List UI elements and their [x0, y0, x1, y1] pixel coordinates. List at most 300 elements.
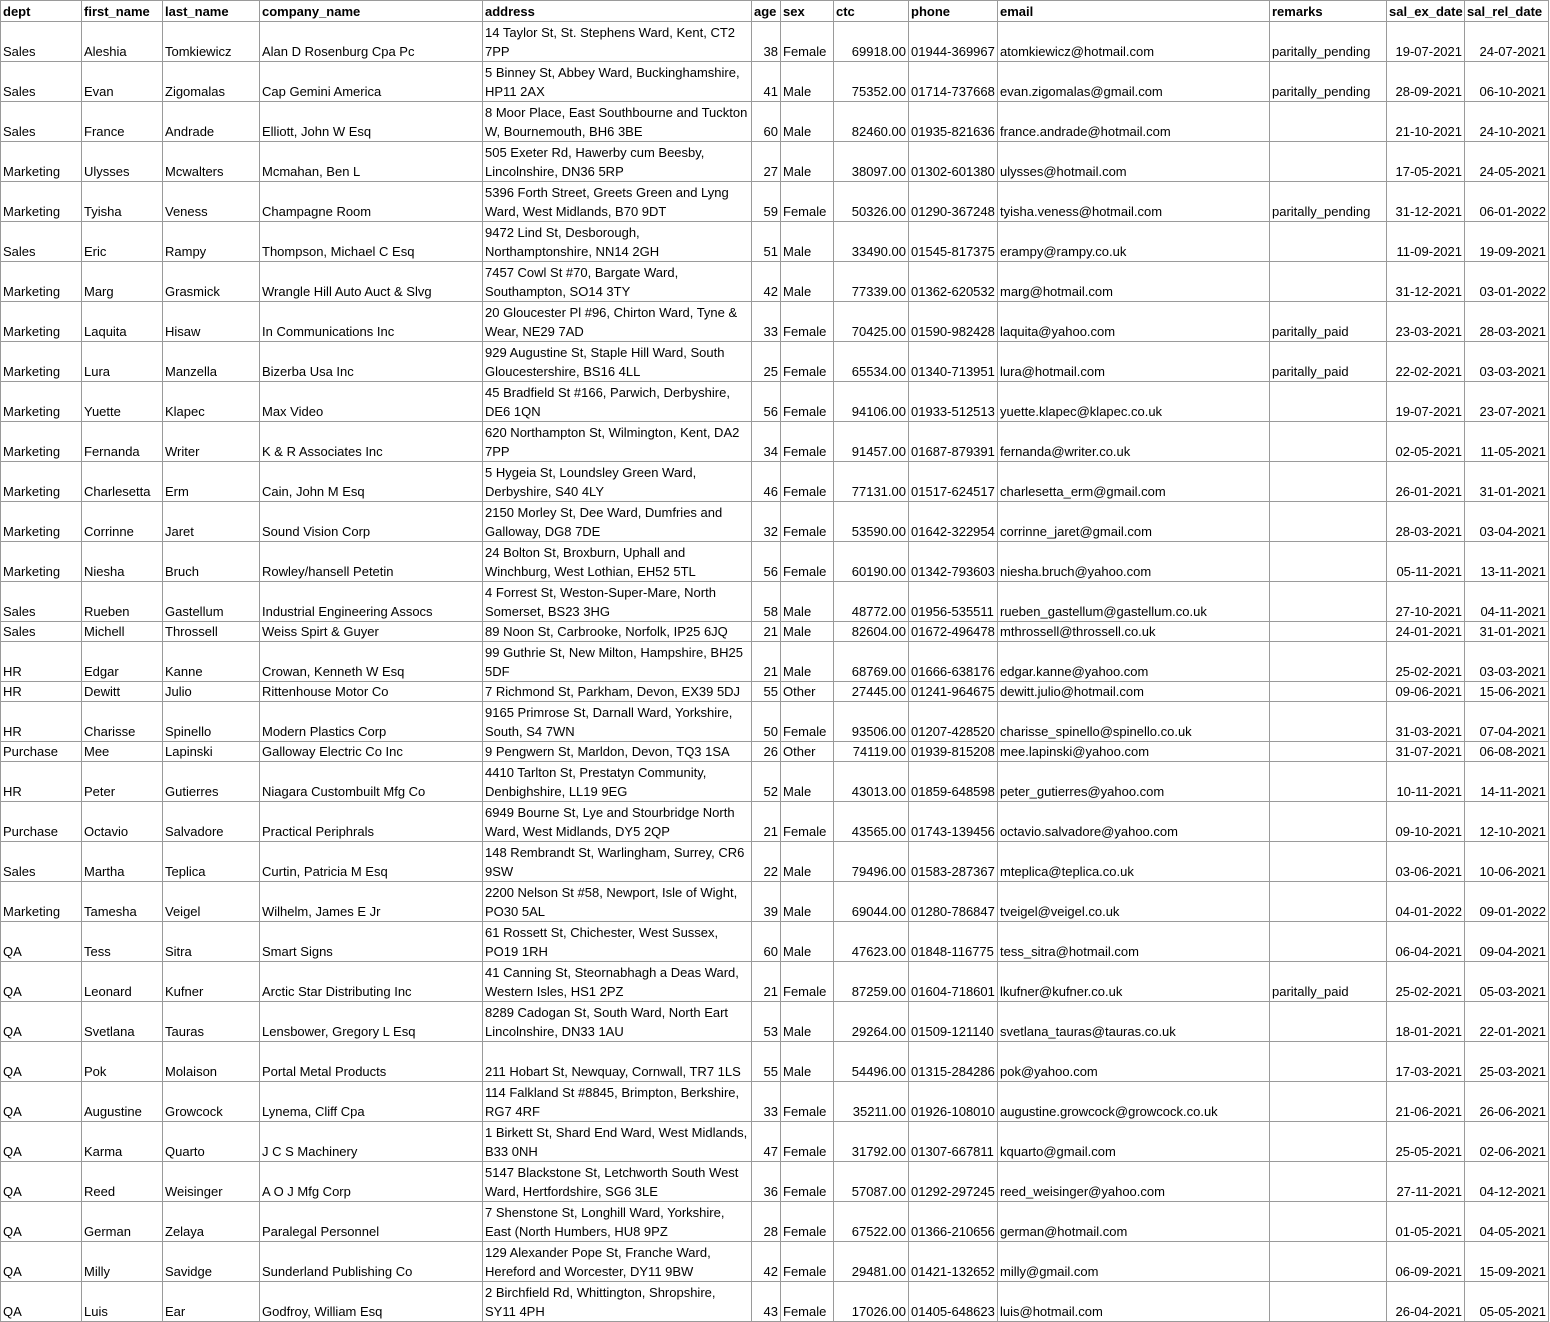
cell-email[interactable]: kquarto@gmail.com	[998, 1122, 1270, 1162]
cell-email[interactable]: charlesetta_erm@gmail.com	[998, 462, 1270, 502]
cell-remarks[interactable]	[1270, 742, 1387, 762]
cell-dept[interactable]: Sales	[1, 62, 82, 102]
col-header-remarks[interactable]: remarks	[1270, 1, 1387, 22]
cell-last-name[interactable]: Veness	[163, 182, 260, 222]
cell-address[interactable]: 505 Exeter Rd, Hawerby cum Beesby, Lincolnshire, DN36 5RP	[483, 142, 752, 182]
cell-email[interactable]: charisse_spinello@spinello.co.uk	[998, 702, 1270, 742]
cell-remarks[interactable]	[1270, 802, 1387, 842]
cell-sal-rel-date[interactable]: 03-01-2022	[1465, 262, 1549, 302]
cell-address[interactable]: 5 Binney St, Abbey Ward, Buckinghamshire, HP11 2AX	[483, 62, 752, 102]
cell-ctc[interactable]: 31792.00	[834, 1122, 909, 1162]
cell-dept[interactable]: Sales	[1, 222, 82, 262]
cell-company-name[interactable]: Wilhelm, James E Jr	[260, 882, 483, 922]
cell-sex[interactable]: Female	[781, 1202, 834, 1242]
cell-ctc[interactable]: 43013.00	[834, 762, 909, 802]
cell-age[interactable]: 43	[752, 1282, 781, 1322]
cell-sal-rel-date[interactable]: 09-04-2021	[1465, 922, 1549, 962]
cell-sex[interactable]: Male	[781, 922, 834, 962]
cell-ctc[interactable]: 29264.00	[834, 1002, 909, 1042]
col-header-last-name[interactable]: last_name	[163, 1, 260, 22]
cell-dept[interactable]: Sales	[1, 22, 82, 62]
col-header-email[interactable]: email	[998, 1, 1270, 22]
cell-remarks[interactable]: paritally_paid	[1270, 962, 1387, 1002]
cell-sal-ex-date[interactable]: 28-03-2021	[1387, 502, 1465, 542]
col-header-phone[interactable]: phone	[909, 1, 998, 22]
cell-email[interactable]: augustine.growcock@growcock.co.uk	[998, 1082, 1270, 1122]
cell-sex[interactable]: Male	[781, 1042, 834, 1082]
cell-email[interactable]: octavio.salvadore@yahoo.com	[998, 802, 1270, 842]
cell-phone[interactable]: 01280-786847	[909, 882, 998, 922]
cell-company-name[interactable]: K & R Associates Inc	[260, 422, 483, 462]
cell-sal-rel-date[interactable]: 31-01-2021	[1465, 462, 1549, 502]
cell-last-name[interactable]: Molaison	[163, 1042, 260, 1082]
cell-first-name[interactable]: Tamesha	[82, 882, 163, 922]
cell-phone[interactable]: 01848-116775	[909, 922, 998, 962]
cell-first-name[interactable]: Leonard	[82, 962, 163, 1002]
cell-sal-ex-date[interactable]: 22-02-2021	[1387, 342, 1465, 382]
cell-ctc[interactable]: 77131.00	[834, 462, 909, 502]
cell-phone[interactable]: 01241-964675	[909, 682, 998, 702]
cell-sex[interactable]: Other	[781, 742, 834, 762]
cell-ctc[interactable]: 60190.00	[834, 542, 909, 582]
cell-company-name[interactable]: J C S Machinery	[260, 1122, 483, 1162]
cell-company-name[interactable]: In Communications Inc	[260, 302, 483, 342]
cell-address[interactable]: 211 Hobart St, Newquay, Cornwall, TR7 1LS	[483, 1042, 752, 1082]
cell-address[interactable]: 9 Pengwern St, Marldon, Devon, TQ3 1SA	[483, 742, 752, 762]
cell-company-name[interactable]: Paralegal Personnel	[260, 1202, 483, 1242]
cell-sal-ex-date[interactable]: 09-10-2021	[1387, 802, 1465, 842]
cell-dept[interactable]: HR	[1, 682, 82, 702]
cell-address[interactable]: 9165 Primrose St, Darnall Ward, Yorkshire, South, S4 7WN	[483, 702, 752, 742]
cell-address[interactable]: 14 Taylor St, St. Stephens Ward, Kent, CT2 7PP	[483, 22, 752, 62]
cell-company-name[interactable]: Industrial Engineering Assocs	[260, 582, 483, 622]
cell-remarks[interactable]	[1270, 462, 1387, 502]
cell-ctc[interactable]: 53590.00	[834, 502, 909, 542]
cell-sal-ex-date[interactable]: 27-11-2021	[1387, 1162, 1465, 1202]
cell-sex[interactable]: Female	[781, 22, 834, 62]
cell-dept[interactable]: QA	[1, 1242, 82, 1282]
cell-last-name[interactable]: Klapec	[163, 382, 260, 422]
cell-email[interactable]: fernanda@writer.co.uk	[998, 422, 1270, 462]
cell-sal-rel-date[interactable]: 03-04-2021	[1465, 502, 1549, 542]
cell-remarks[interactable]	[1270, 1042, 1387, 1082]
cell-age[interactable]: 46	[752, 462, 781, 502]
cell-age[interactable]: 33	[752, 302, 781, 342]
cell-email[interactable]: evan.zigomalas@gmail.com	[998, 62, 1270, 102]
cell-age[interactable]: 55	[752, 682, 781, 702]
cell-remarks[interactable]: paritally_paid	[1270, 342, 1387, 382]
cell-phone[interactable]: 01405-648623	[909, 1282, 998, 1322]
cell-remarks[interactable]	[1270, 262, 1387, 302]
cell-sal-rel-date[interactable]: 19-09-2021	[1465, 222, 1549, 262]
cell-email[interactable]: atomkiewicz@hotmail.com	[998, 22, 1270, 62]
col-header-address[interactable]: address	[483, 1, 752, 22]
cell-email[interactable]: marg@hotmail.com	[998, 262, 1270, 302]
cell-last-name[interactable]: Julio	[163, 682, 260, 702]
cell-email[interactable]: reed_weisinger@yahoo.com	[998, 1162, 1270, 1202]
cell-sal-rel-date[interactable]: 24-05-2021	[1465, 142, 1549, 182]
cell-sex[interactable]: Female	[781, 182, 834, 222]
cell-address[interactable]: 5147 Blackstone St, Letchworth South West Ward, Hertfordshire, SG6 3LE	[483, 1162, 752, 1202]
cell-company-name[interactable]: Max Video	[260, 382, 483, 422]
cell-dept[interactable]: Marketing	[1, 142, 82, 182]
cell-age[interactable]: 55	[752, 1042, 781, 1082]
cell-ctc[interactable]: 67522.00	[834, 1202, 909, 1242]
cell-email[interactable]: mteplica@teplica.co.uk	[998, 842, 1270, 882]
cell-remarks[interactable]	[1270, 422, 1387, 462]
cell-address[interactable]: 41 Canning St, Steornabhagh a Deas Ward, Western Isles, HS1 2PZ	[483, 962, 752, 1002]
cell-phone[interactable]: 01340-713951	[909, 342, 998, 382]
cell-last-name[interactable]: Veigel	[163, 882, 260, 922]
cell-sex[interactable]: Male	[781, 762, 834, 802]
cell-email[interactable]: tyisha.veness@hotmail.com	[998, 182, 1270, 222]
cell-sex[interactable]: Male	[781, 222, 834, 262]
cell-sal-ex-date[interactable]: 06-04-2021	[1387, 922, 1465, 962]
cell-phone[interactable]: 01545-817375	[909, 222, 998, 262]
cell-sal-ex-date[interactable]: 01-05-2021	[1387, 1202, 1465, 1242]
cell-last-name[interactable]: Spinello	[163, 702, 260, 742]
cell-address[interactable]: 5 Hygeia St, Loundsley Green Ward, Derbyshire, S40 4LY	[483, 462, 752, 502]
cell-sal-ex-date[interactable]: 25-05-2021	[1387, 1122, 1465, 1162]
cell-first-name[interactable]: Svetlana	[82, 1002, 163, 1042]
cell-remarks[interactable]	[1270, 142, 1387, 182]
cell-remarks[interactable]: paritally_pending	[1270, 62, 1387, 102]
cell-sex[interactable]: Other	[781, 682, 834, 702]
cell-sal-ex-date[interactable]: 28-09-2021	[1387, 62, 1465, 102]
cell-first-name[interactable]: Marg	[82, 262, 163, 302]
cell-first-name[interactable]: Peter	[82, 762, 163, 802]
cell-company-name[interactable]: Cap Gemini America	[260, 62, 483, 102]
cell-first-name[interactable]: Michell	[82, 622, 163, 642]
cell-phone[interactable]: 01933-512513	[909, 382, 998, 422]
cell-remarks[interactable]	[1270, 762, 1387, 802]
cell-age[interactable]: 39	[752, 882, 781, 922]
cell-remarks[interactable]	[1270, 502, 1387, 542]
cell-sal-rel-date[interactable]: 06-10-2021	[1465, 62, 1549, 102]
cell-ctc[interactable]: 74119.00	[834, 742, 909, 762]
cell-age[interactable]: 27	[752, 142, 781, 182]
cell-email[interactable]: mthrossell@throssell.co.uk	[998, 622, 1270, 642]
cell-sex[interactable]: Male	[781, 262, 834, 302]
cell-dept[interactable]: Marketing	[1, 302, 82, 342]
cell-address[interactable]: 929 Augustine St, Staple Hill Ward, South Gloucestershire, BS16 4LL	[483, 342, 752, 382]
cell-first-name[interactable]: Evan	[82, 62, 163, 102]
cell-dept[interactable]: Marketing	[1, 342, 82, 382]
cell-phone[interactable]: 01944-369967	[909, 22, 998, 62]
cell-first-name[interactable]: Lura	[82, 342, 163, 382]
cell-sex[interactable]: Female	[781, 302, 834, 342]
cell-remarks[interactable]	[1270, 1242, 1387, 1282]
cell-sex[interactable]: Female	[781, 1082, 834, 1122]
cell-first-name[interactable]: Pok	[82, 1042, 163, 1082]
cell-dept[interactable]: QA	[1, 922, 82, 962]
cell-company-name[interactable]: Portal Metal Products	[260, 1042, 483, 1082]
cell-sal-ex-date[interactable]: 31-07-2021	[1387, 742, 1465, 762]
cell-dept[interactable]: QA	[1, 1122, 82, 1162]
cell-company-name[interactable]: Sunderland Publishing Co	[260, 1242, 483, 1282]
cell-age[interactable]: 51	[752, 222, 781, 262]
cell-phone[interactable]: 01714-737668	[909, 62, 998, 102]
cell-sex[interactable]: Male	[781, 842, 834, 882]
cell-sal-ex-date[interactable]: 06-09-2021	[1387, 1242, 1465, 1282]
cell-sex[interactable]: Female	[781, 382, 834, 422]
cell-sal-ex-date[interactable]: 17-03-2021	[1387, 1042, 1465, 1082]
cell-age[interactable]: 59	[752, 182, 781, 222]
cell-sal-ex-date[interactable]: 23-03-2021	[1387, 302, 1465, 342]
cell-dept[interactable]: QA	[1, 1202, 82, 1242]
cell-sal-rel-date[interactable]: 02-06-2021	[1465, 1122, 1549, 1162]
cell-address[interactable]: 148 Rembrandt St, Warlingham, Surrey, CR6 9SW	[483, 842, 752, 882]
cell-address[interactable]: 45 Bradfield St #166, Parwich, Derbyshire, DE6 1QN	[483, 382, 752, 422]
cell-dept[interactable]: QA	[1, 1162, 82, 1202]
cell-sal-rel-date[interactable]: 04-11-2021	[1465, 582, 1549, 622]
cell-email[interactable]: peter_gutierres@yahoo.com	[998, 762, 1270, 802]
cell-sal-rel-date[interactable]: 03-03-2021	[1465, 342, 1549, 382]
cell-dept[interactable]: HR	[1, 642, 82, 682]
cell-ctc[interactable]: 33490.00	[834, 222, 909, 262]
cell-last-name[interactable]: Salvadore	[163, 802, 260, 842]
cell-last-name[interactable]: Rampy	[163, 222, 260, 262]
cell-last-name[interactable]: Growcock	[163, 1082, 260, 1122]
cell-company-name[interactable]: Modern Plastics Corp	[260, 702, 483, 742]
cell-email[interactable]: corrinne_jaret@gmail.com	[998, 502, 1270, 542]
cell-age[interactable]: 56	[752, 542, 781, 582]
cell-company-name[interactable]: Crowan, Kenneth W Esq	[260, 642, 483, 682]
cell-sex[interactable]: Female	[781, 1162, 834, 1202]
cell-first-name[interactable]: Corrinne	[82, 502, 163, 542]
cell-first-name[interactable]: Aleshia	[82, 22, 163, 62]
cell-dept[interactable]: Marketing	[1, 182, 82, 222]
cell-sex[interactable]: Male	[781, 582, 834, 622]
cell-sal-ex-date[interactable]: 09-06-2021	[1387, 682, 1465, 702]
col-header-sex[interactable]: sex	[781, 1, 834, 22]
cell-sal-rel-date[interactable]: 31-01-2021	[1465, 622, 1549, 642]
cell-dept[interactable]: HR	[1, 702, 82, 742]
cell-phone[interactable]: 01926-108010	[909, 1082, 998, 1122]
cell-phone[interactable]: 01939-815208	[909, 742, 998, 762]
cell-first-name[interactable]: Luis	[82, 1282, 163, 1322]
cell-remarks[interactable]	[1270, 622, 1387, 642]
cell-ctc[interactable]: 77339.00	[834, 262, 909, 302]
cell-first-name[interactable]: Ulysses	[82, 142, 163, 182]
cell-sal-ex-date[interactable]: 26-01-2021	[1387, 462, 1465, 502]
cell-phone[interactable]: 01590-982428	[909, 302, 998, 342]
cell-first-name[interactable]: Augustine	[82, 1082, 163, 1122]
cell-last-name[interactable]: Andrade	[163, 102, 260, 142]
cell-company-name[interactable]: Galloway Electric Co Inc	[260, 742, 483, 762]
cell-sal-rel-date[interactable]: 28-03-2021	[1465, 302, 1549, 342]
cell-ctc[interactable]: 69918.00	[834, 22, 909, 62]
cell-email[interactable]: lura@hotmail.com	[998, 342, 1270, 382]
cell-ctc[interactable]: 68769.00	[834, 642, 909, 682]
cell-sex[interactable]: Female	[781, 542, 834, 582]
cell-remarks[interactable]	[1270, 102, 1387, 142]
cell-ctc[interactable]: 65534.00	[834, 342, 909, 382]
cell-address[interactable]: 7 Shenstone St, Longhill Ward, Yorkshire, East (North Humbers, HU8 9PZ	[483, 1202, 752, 1242]
cell-first-name[interactable]: Laquita	[82, 302, 163, 342]
cell-remarks[interactable]	[1270, 1122, 1387, 1162]
cell-remarks[interactable]	[1270, 1082, 1387, 1122]
cell-first-name[interactable]: German	[82, 1202, 163, 1242]
cell-ctc[interactable]: 35211.00	[834, 1082, 909, 1122]
cell-sex[interactable]: Male	[781, 882, 834, 922]
cell-remarks[interactable]: paritally_paid	[1270, 302, 1387, 342]
cell-sex[interactable]: Female	[781, 462, 834, 502]
cell-last-name[interactable]: Weisinger	[163, 1162, 260, 1202]
cell-company-name[interactable]: Weiss Spirt & Guyer	[260, 622, 483, 642]
cell-phone[interactable]: 01642-322954	[909, 502, 998, 542]
cell-sal-rel-date[interactable]: 10-06-2021	[1465, 842, 1549, 882]
cell-last-name[interactable]: Ear	[163, 1282, 260, 1322]
cell-address[interactable]: 9472 Lind St, Desborough, Northamptonshire, NN14 2GH	[483, 222, 752, 262]
cell-dept[interactable]: Marketing	[1, 422, 82, 462]
cell-sal-rel-date[interactable]: 04-12-2021	[1465, 1162, 1549, 1202]
cell-remarks[interactable]: paritally_pending	[1270, 182, 1387, 222]
cell-age[interactable]: 52	[752, 762, 781, 802]
cell-sex[interactable]: Male	[781, 1002, 834, 1042]
cell-phone[interactable]: 01956-535511	[909, 582, 998, 622]
cell-remarks[interactable]: paritally_pending	[1270, 22, 1387, 62]
cell-address[interactable]: 8289 Cadogan St, South Ward, North Eart Lincolnshire, DN33 1AU	[483, 1002, 752, 1042]
cell-age[interactable]: 58	[752, 582, 781, 622]
cell-company-name[interactable]: Lynema, Cliff Cpa	[260, 1082, 483, 1122]
cell-age[interactable]: 26	[752, 742, 781, 762]
cell-sal-ex-date[interactable]: 31-03-2021	[1387, 702, 1465, 742]
cell-dept[interactable]: Marketing	[1, 382, 82, 422]
cell-sal-rel-date[interactable]: 22-01-2021	[1465, 1002, 1549, 1042]
cell-address[interactable]: 7 Richmond St, Parkham, Devon, EX39 5DJ	[483, 682, 752, 702]
cell-dept[interactable]: QA	[1, 1002, 82, 1042]
cell-phone[interactable]: 01292-297245	[909, 1162, 998, 1202]
cell-remarks[interactable]	[1270, 1282, 1387, 1322]
cell-dept[interactable]: QA	[1, 1042, 82, 1082]
cell-age[interactable]: 21	[752, 622, 781, 642]
cell-ctc[interactable]: 93506.00	[834, 702, 909, 742]
cell-company-name[interactable]: Lensbower, Gregory L Esq	[260, 1002, 483, 1042]
cell-age[interactable]: 25	[752, 342, 781, 382]
cell-sex[interactable]: Female	[781, 502, 834, 542]
cell-company-name[interactable]: Elliott, John W Esq	[260, 102, 483, 142]
cell-sex[interactable]: Male	[781, 622, 834, 642]
cell-address[interactable]: 2 Birchfield Rd, Whittington, Shropshire, SY11 4PH	[483, 1282, 752, 1322]
col-header-sal-ex-date[interactable]: sal_ex_date	[1387, 1, 1465, 22]
cell-remarks[interactable]	[1270, 922, 1387, 962]
cell-dept[interactable]: Marketing	[1, 882, 82, 922]
cell-sex[interactable]: Female	[781, 1282, 834, 1322]
cell-phone[interactable]: 01743-139456	[909, 802, 998, 842]
cell-sal-rel-date[interactable]: 03-03-2021	[1465, 642, 1549, 682]
cell-remarks[interactable]	[1270, 1002, 1387, 1042]
cell-last-name[interactable]: Jaret	[163, 502, 260, 542]
cell-last-name[interactable]: Manzella	[163, 342, 260, 382]
cell-sex[interactable]: Female	[781, 1242, 834, 1282]
cell-last-name[interactable]: Zigomalas	[163, 62, 260, 102]
cell-company-name[interactable]: Rittenhouse Motor Co	[260, 682, 483, 702]
cell-phone[interactable]: 01421-132652	[909, 1242, 998, 1282]
cell-sex[interactable]: Male	[781, 62, 834, 102]
cell-ctc[interactable]: 17026.00	[834, 1282, 909, 1322]
cell-ctc[interactable]: 69044.00	[834, 882, 909, 922]
cell-age[interactable]: 21	[752, 962, 781, 1002]
cell-ctc[interactable]: 57087.00	[834, 1162, 909, 1202]
cell-first-name[interactable]: Eric	[82, 222, 163, 262]
cell-address[interactable]: 24 Bolton St, Broxburn, Uphall and Winchburg, West Lothian, EH52 5TL	[483, 542, 752, 582]
cell-dept[interactable]: Sales	[1, 102, 82, 142]
cell-sal-rel-date[interactable]: 26-06-2021	[1465, 1082, 1549, 1122]
cell-company-name[interactable]: Cain, John M Esq	[260, 462, 483, 502]
cell-email[interactable]: france.andrade@hotmail.com	[998, 102, 1270, 142]
cell-dept[interactable]: Marketing	[1, 262, 82, 302]
cell-email[interactable]: niesha.bruch@yahoo.com	[998, 542, 1270, 582]
cell-age[interactable]: 56	[752, 382, 781, 422]
cell-address[interactable]: 2200 Nelson St #58, Newport, Isle of Wight, PO30 5AL	[483, 882, 752, 922]
cell-email[interactable]: edgar.kanne@yahoo.com	[998, 642, 1270, 682]
cell-first-name[interactable]: France	[82, 102, 163, 142]
cell-ctc[interactable]: 70425.00	[834, 302, 909, 342]
cell-dept[interactable]: Marketing	[1, 502, 82, 542]
cell-first-name[interactable]: Martha	[82, 842, 163, 882]
cell-sal-ex-date[interactable]: 02-05-2021	[1387, 422, 1465, 462]
cell-email[interactable]: lkufner@kufner.co.uk	[998, 962, 1270, 1002]
cell-phone[interactable]: 01302-601380	[909, 142, 998, 182]
cell-sal-ex-date[interactable]: 18-01-2021	[1387, 1002, 1465, 1042]
cell-sal-ex-date[interactable]: 25-02-2021	[1387, 962, 1465, 1002]
cell-last-name[interactable]: Hisaw	[163, 302, 260, 342]
cell-last-name[interactable]: Grasmick	[163, 262, 260, 302]
cell-email[interactable]: ulysses@hotmail.com	[998, 142, 1270, 182]
cell-sal-rel-date[interactable]: 15-06-2021	[1465, 682, 1549, 702]
cell-company-name[interactable]: Alan D Rosenburg Cpa Pc	[260, 22, 483, 62]
cell-first-name[interactable]: Karma	[82, 1122, 163, 1162]
cell-sex[interactable]: Female	[781, 342, 834, 382]
cell-company-name[interactable]: Godfroy, William Esq	[260, 1282, 483, 1322]
cell-last-name[interactable]: Sitra	[163, 922, 260, 962]
cell-remarks[interactable]	[1270, 542, 1387, 582]
col-header-age[interactable]: age	[752, 1, 781, 22]
cell-first-name[interactable]: Charisse	[82, 702, 163, 742]
cell-ctc[interactable]: 29481.00	[834, 1242, 909, 1282]
cell-sal-ex-date[interactable]: 19-07-2021	[1387, 382, 1465, 422]
cell-last-name[interactable]: Bruch	[163, 542, 260, 582]
cell-dept[interactable]: QA	[1, 1082, 82, 1122]
cell-sal-ex-date[interactable]: 26-04-2021	[1387, 1282, 1465, 1322]
cell-first-name[interactable]: Tyisha	[82, 182, 163, 222]
cell-company-name[interactable]: Wrangle Hill Auto Auct & Slvg	[260, 262, 483, 302]
cell-phone[interactable]: 01509-121140	[909, 1002, 998, 1042]
cell-dept[interactable]: Marketing	[1, 462, 82, 502]
cell-sal-ex-date[interactable]: 27-10-2021	[1387, 582, 1465, 622]
cell-address[interactable]: 6949 Bourne St, Lye and Stourbridge North Ward, West Midlands, DY5 2QP	[483, 802, 752, 842]
cell-sal-ex-date[interactable]: 04-01-2022	[1387, 882, 1465, 922]
cell-email[interactable]: tess_sitra@hotmail.com	[998, 922, 1270, 962]
cell-dept[interactable]: Sales	[1, 582, 82, 622]
cell-age[interactable]: 41	[752, 62, 781, 102]
cell-sal-rel-date[interactable]: 24-07-2021	[1465, 22, 1549, 62]
cell-sex[interactable]: Female	[781, 802, 834, 842]
cell-last-name[interactable]: Kufner	[163, 962, 260, 1002]
cell-last-name[interactable]: Throssell	[163, 622, 260, 642]
cell-address[interactable]: 4 Forrest St, Weston-Super-Mare, North Somerset, BS23 3HG	[483, 582, 752, 622]
cell-sex[interactable]: Female	[781, 962, 834, 1002]
cell-dept[interactable]: HR	[1, 762, 82, 802]
cell-last-name[interactable]: Quarto	[163, 1122, 260, 1162]
cell-phone[interactable]: 01362-620532	[909, 262, 998, 302]
cell-remarks[interactable]	[1270, 702, 1387, 742]
cell-ctc[interactable]: 87259.00	[834, 962, 909, 1002]
cell-address[interactable]: 20 Gloucester Pl #96, Chirton Ward, Tyne & Wear, NE29 7AD	[483, 302, 752, 342]
cell-first-name[interactable]: Octavio	[82, 802, 163, 842]
cell-last-name[interactable]: Writer	[163, 422, 260, 462]
